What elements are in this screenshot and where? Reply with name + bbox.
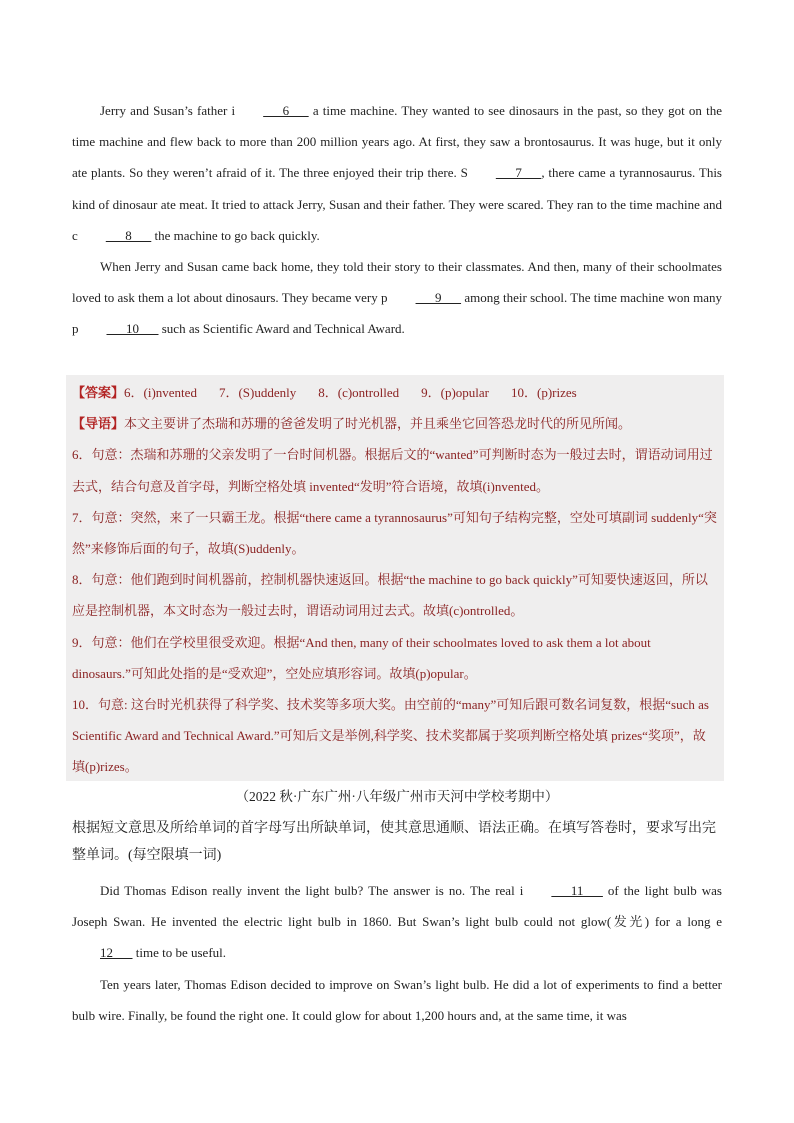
text: the machine to go back quickly. (151, 227, 320, 243)
answer-explanation-box (66, 375, 724, 781)
text: among their school. The time machine won many p (72, 290, 723, 337)
answer-item: 10．(p)rizes (510, 385, 577, 400)
text: When Jerry and Susan came back home, they told their story to their classmates. And then, many of their schoolmates loved to ask them a lot about dinosaurs. They became very p (72, 259, 722, 306)
blank-11: 11 (551, 883, 603, 898)
passage-2 (72, 875, 722, 1031)
blank-6: 6 (263, 103, 309, 118)
passage-2-paragraph-1 (72, 875, 722, 969)
passage-1-paragraph-2 (72, 251, 722, 345)
text: time to be useful. (132, 945, 227, 961)
explanation-10: 10．句意: 这台时光机获得了科学奖、技术奖等多项大奖。由空前的“many”可知后跟可数名词复数，根据“such as Scientific Award and Technical Award.”可知后文是举例,科学奖、技术奖都属于奖项判断空格处填 prizes“奖项”，故填(p)rizes。 (72, 697, 709, 775)
guide-text: 本文主要讲了杰瑞和苏珊的爸爸发明了时光机器，并且乘坐它回答恐龙时代的所见所闻。 (124, 416, 632, 432)
answer-item: 9．(p)opular (421, 385, 489, 400)
passage-1 (72, 95, 722, 345)
text: Did Thomas Edison really invent the light bulb? The answer is no. The real i (100, 883, 524, 898)
instruction (72, 815, 724, 869)
instruction-text: 根据短文意思及所给单词的首字母写出所缺单词，使其意思通顺、语法正确。在填写答卷时，要求写出完整单词。(每空限填一词) (72, 821, 716, 863)
text: Jerry and Susan’s father i (100, 103, 236, 118)
explanation-6: 6．句意：杰瑞和苏珊的父亲发明了一台时间机器。根据后文的“wanted”可判断时态为一般过去时，谓语动词用过去式，结合句意及首字母，判断空格处填 invented“发明”符合语境，故填(i)nvented。 (72, 447, 713, 494)
passage-1-paragraph-1 (72, 95, 722, 251)
blank-10: 10 (106, 321, 159, 337)
explanation-9: 9．句意：他们在学校里很受欢迎。根据“And then, many of their schoolmates loved to ask them a lot about dinosaurs.”可知此处指的是“受欢迎”，空处应填形容词。故填(p)opular。 (72, 634, 651, 681)
answer-item: 6．(i)nvented (124, 385, 197, 400)
text: , there came a tyrannosaurus. This kind of dinosaur ate meat. It tried to attack Jerry, Susan and their father. They were scared. They ran to the time machine and c (72, 165, 722, 243)
text: such as Scientific Award and Technical Award. (158, 321, 405, 337)
text: of the light bulb was Joseph Swan. He invented the electric light bulb in 1860. But Swan’s light bulb could not glow(发光) for a long e (72, 883, 722, 930)
explanation-8: 8．句意：他们跑到时间机器前，控制机器快速返回。根据“the machine to go back quickly”可知要快速返回，所以应是控制机器，本文时态为一般过去时，谓语动词用过去式。故填(c)ontrolled。 (72, 572, 708, 619)
question-source: （2022 秋·广东广州·八年级广州市天河中学校考期中） (235, 789, 559, 804)
answer-key (72, 377, 718, 408)
blank-12: 12 (100, 945, 133, 961)
guide (72, 408, 718, 439)
answer-label: 【答案】 (72, 385, 125, 400)
blank-7: 7 (495, 165, 542, 181)
blank-9: 9 (415, 290, 462, 306)
explanation-7: 7．句意：突然，来了一只霸王龙。根据“there came a tyrannosaurus”可知句子结构完整，空处可填副词 suddenly“突然”来修饰后面的句子，故填(S)uddenly。 (72, 509, 717, 557)
blank-8: 8 (105, 227, 152, 243)
answer-item: 7．(S)uddenly (218, 385, 297, 400)
answer-item: 8．(c)ontrolled (318, 385, 400, 400)
passage-2-paragraph-2: Ten years later, Thomas Edison decided to improve on Swan’s light bulb. He did a lot of experiments to find a better bulb wire. Finally, be found the right one. It could glow for about 1,200 hours and, at the same time, it was (72, 976, 722, 1023)
text: a time machine. They wanted to see dinosaurs in the past, so they got on the time machine and flew back to more than 200 million years ago. At first, they saw a brontosaurus. It was huge, but it only ate plants. So they weren’t afraid of it. The three enjoyed their trip there. S (72, 103, 722, 181)
guide-label: 【导语】 (72, 416, 125, 432)
